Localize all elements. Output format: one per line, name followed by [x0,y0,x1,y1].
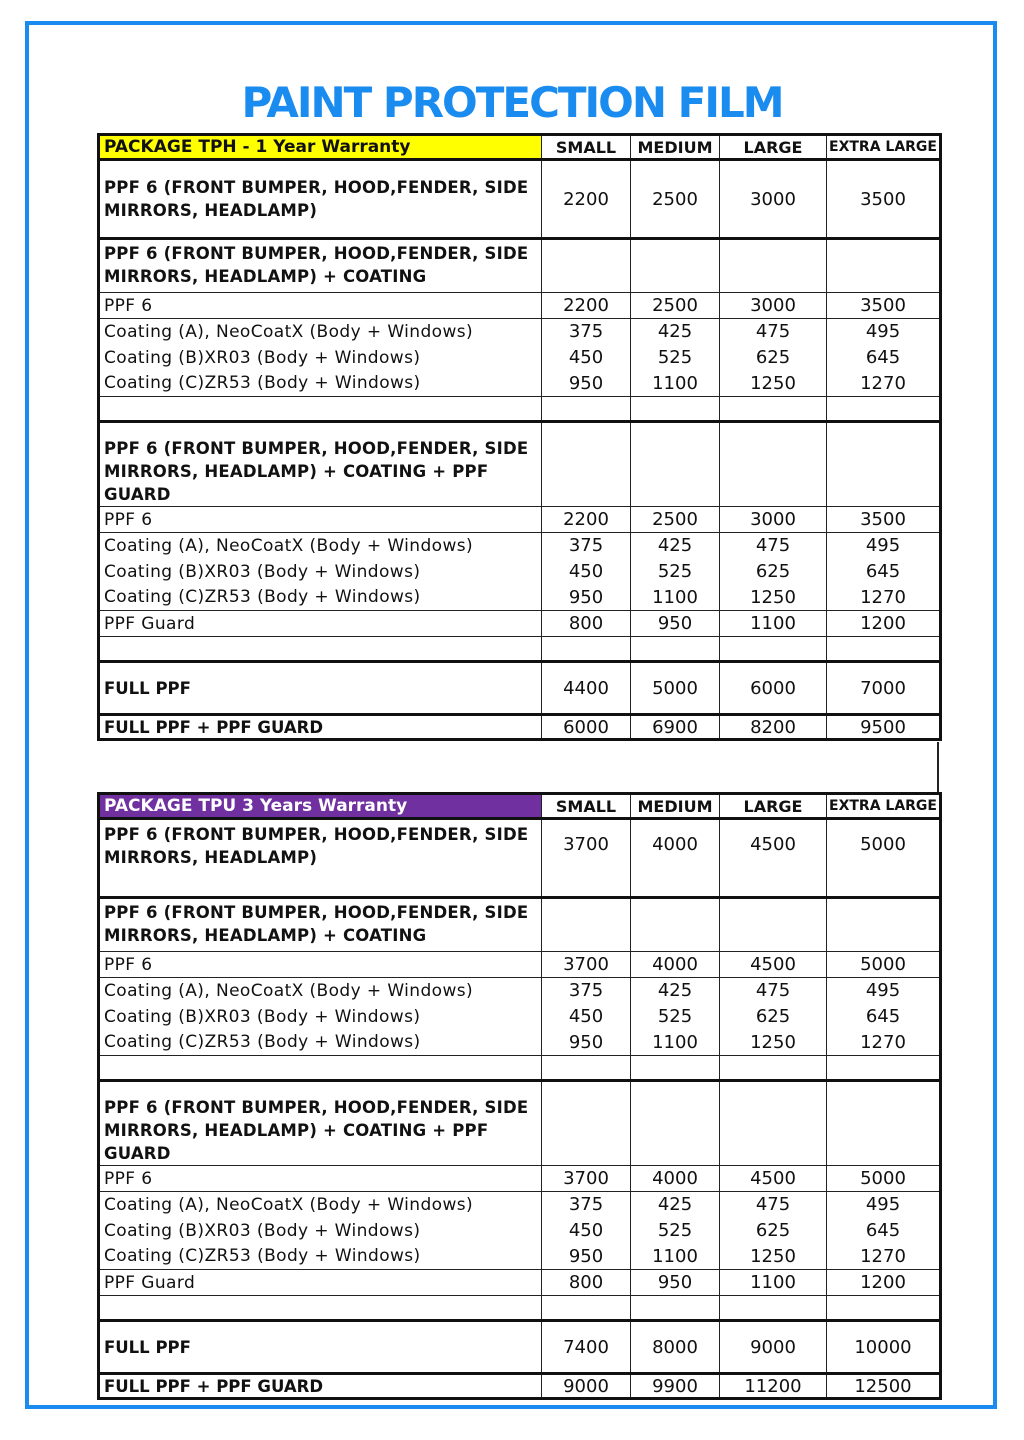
price-cell: 625 [720,345,827,371]
price-cell: 3500 [827,507,941,533]
size-header-large: LARGE [720,135,827,160]
price-cell: 7000 [827,662,941,715]
table-row [99,422,941,507]
spacer-row [99,1056,941,1081]
table-row [99,1374,941,1399]
price-cell: 495 [827,978,941,1004]
price-cell: 3000 [720,507,827,533]
price-cell: 5000 [827,1166,941,1192]
page-title: PAINT PROTECTION FILM [241,78,783,127]
price-cell: 495 [827,1192,941,1218]
package-tph-header: PACKAGE TPH - 1 Year Warranty [99,135,542,160]
item-label: Coating (B)XR03 (Body + Windows) [99,559,542,585]
price-cell: 9000 [542,1374,631,1399]
price-cell: 4000 [631,952,720,978]
price-cell: 12500 [827,1374,941,1399]
item-label: PPF 6 [99,1166,542,1192]
item-label: Coating (C)ZR53 (Body + Windows) [99,1244,542,1270]
price-cell: 1250 [720,371,827,397]
price-cell: 800 [542,1270,631,1296]
full-ppf-label: FULL PPF [99,1321,542,1374]
item-label: PPF 6 [99,507,542,533]
price-cell: 3500 [827,160,941,239]
price-cell: 525 [631,1004,720,1030]
table-row [99,978,941,1004]
price-cell: 2500 [631,293,720,319]
spacer-row [99,637,941,662]
package-tph-table [97,133,942,741]
price-cell: 1100 [720,611,827,637]
price-cell: 645 [827,1218,941,1244]
price-cell: 625 [720,1218,827,1244]
price-cell: 3700 [542,952,631,978]
price-cell: 625 [720,559,827,585]
size-header-extra-large: EXTRA LARGE [827,135,941,160]
spacer-row [99,397,941,422]
table-row [99,371,941,397]
price-cell: 525 [631,345,720,371]
price-cell: 950 [631,1270,720,1296]
price-cell: 4500 [720,819,827,898]
table-row [99,1004,941,1030]
section-label: PPF 6 (FRONT BUMPER, HOOD,FENDER, SIDE MIRRORS, HEADLAMP) + COATING + PPF GUARD [99,422,542,507]
price-cell: 3000 [720,293,827,319]
price-cell: 1100 [631,371,720,397]
size-header-medium: MEDIUM [631,794,720,819]
price-cell: 1100 [720,1270,827,1296]
section-label: PPF 6 (FRONT BUMPER, HOOD,FENDER, SIDE MIRRORS, HEADLAMP) + COATING + PPF GUARD [99,1081,542,1166]
price-cell: 3700 [542,1166,631,1192]
price-cell: 1270 [827,585,941,611]
price-cell: 9900 [631,1374,720,1399]
full-ppf-guard-label: FULL PPF + PPF GUARD [99,715,542,740]
table-row [99,898,941,952]
price-cell: 1100 [631,585,720,611]
table-row [99,1218,941,1244]
full-ppf-guard-label: FULL PPF + PPF GUARD [99,1374,542,1399]
price-cell: 2200 [542,160,631,239]
section-label: PPF 6 (FRONT BUMPER, HOOD,FENDER, SIDE MIRRORS, HEADLAMP) + COATING [99,239,542,293]
price-cell: 450 [542,1218,631,1244]
table-row [99,160,941,239]
table-row [99,293,941,319]
size-header-extra-large: EXTRA LARGE [827,794,941,819]
price-cell: 5000 [631,662,720,715]
table-row [99,1244,941,1270]
item-label: PPF Guard [99,611,542,637]
table-header-row [99,135,941,160]
table-row [99,345,941,371]
price-cell: 4000 [631,819,720,898]
table-row [99,533,941,559]
size-header-small: SMALL [542,135,631,160]
price-cell: 645 [827,345,941,371]
price-cell: 475 [720,1192,827,1218]
price-cell: 2200 [542,507,631,533]
price-cell: 525 [631,1218,720,1244]
price-cell: 625 [720,1004,827,1030]
price-cell: 645 [827,559,941,585]
price-cell: 1250 [720,1030,827,1056]
price-cell: 425 [631,1192,720,1218]
price-cell: 375 [542,319,631,345]
full-ppf-label: FULL PPF [99,662,542,715]
table-row [99,952,941,978]
section-label: PPF 6 (FRONT BUMPER, HOOD,FENDER, SIDE MIRRORS, HEADLAMP) [99,819,542,898]
price-cell: 1270 [827,1244,941,1270]
table-row [99,559,941,585]
price-cell: 4400 [542,662,631,715]
item-label: Coating (C)ZR53 (Body + Windows) [99,585,542,611]
price-cell: 1270 [827,371,941,397]
price-cell: 800 [542,611,631,637]
size-header-small: SMALL [542,794,631,819]
size-header-large: LARGE [720,794,827,819]
item-label: PPF 6 [99,952,542,978]
item-label: PPF Guard [99,1270,542,1296]
price-cell: 8200 [720,715,827,740]
item-label: PPF 6 [99,293,542,319]
section-label: PPF 6 (FRONT BUMPER, HOOD,FENDER, SIDE MIRRORS, HEADLAMP) [99,160,542,239]
table-row [99,1030,941,1056]
price-cell: 950 [542,1244,631,1270]
price-cell: 450 [542,1004,631,1030]
price-cell: 6000 [542,715,631,740]
price-cell: 3500 [827,293,941,319]
price-cell: 10000 [827,1321,941,1374]
table-row [99,819,941,898]
item-label: Coating (B)XR03 (Body + Windows) [99,345,542,371]
price-cell: 4000 [631,1166,720,1192]
price-cell: 495 [827,533,941,559]
package-tpu-table [97,792,942,1400]
price-cell: 4500 [720,1166,827,1192]
price-cell: 950 [542,371,631,397]
price-cell: 375 [542,533,631,559]
item-label: Coating (A), NeoCoatX (Body + Windows) [99,533,542,559]
price-cell: 950 [542,1030,631,1056]
price-cell: 375 [542,978,631,1004]
price-cell: 475 [720,533,827,559]
price-cell: 8000 [631,1321,720,1374]
price-cell: 375 [542,1192,631,1218]
price-cell: 7400 [542,1321,631,1374]
table-row [99,507,941,533]
price-cell: 2500 [631,507,720,533]
item-label: Coating (A), NeoCoatX (Body + Windows) [99,1192,542,1218]
price-cell: 9500 [827,715,941,740]
price-cell: 2500 [631,160,720,239]
spacer-row [99,1296,941,1321]
price-cell: 495 [827,319,941,345]
table-row [99,1192,941,1218]
item-label: Coating (B)XR03 (Body + Windows) [99,1218,542,1244]
item-label: Coating (C)ZR53 (Body + Windows) [99,1030,542,1056]
table-row [99,1321,941,1374]
price-cell: 1250 [720,1244,827,1270]
price-cell: 475 [720,319,827,345]
price-cell: 450 [542,345,631,371]
price-cell: 1200 [827,611,941,637]
item-label: Coating (A), NeoCoatX (Body + Windows) [99,319,542,345]
table-row [99,239,941,293]
item-label: Coating (A), NeoCoatX (Body + Windows) [99,978,542,1004]
price-cell: 2200 [542,293,631,319]
divider-line [937,742,939,794]
price-cell: 5000 [827,952,941,978]
price-cell: 1250 [720,585,827,611]
table-row [99,662,941,715]
price-cell: 6000 [720,662,827,715]
section-label: PPF 6 (FRONT BUMPER, HOOD,FENDER, SIDE MIRRORS, HEADLAMP) + COATING [99,898,542,952]
table-row [99,1081,941,1166]
price-cell: 3000 [720,160,827,239]
price-cell: 9000 [720,1321,827,1374]
table-row [99,715,941,740]
price-cell: 1270 [827,1030,941,1056]
price-cell: 525 [631,559,720,585]
price-cell: 1100 [631,1030,720,1056]
table-row [99,1166,941,1192]
price-cell: 950 [542,585,631,611]
price-cell: 425 [631,978,720,1004]
price-cell: 450 [542,559,631,585]
table-row [99,585,941,611]
price-cell: 425 [631,319,720,345]
price-cell: 5000 [827,819,941,898]
table-row [99,1270,941,1296]
price-cell: 1200 [827,1270,941,1296]
table-row [99,319,941,345]
price-cell: 645 [827,1004,941,1030]
price-cell: 425 [631,533,720,559]
price-cell: 11200 [720,1374,827,1399]
price-cell: 3700 [542,819,631,898]
price-cell: 4500 [720,952,827,978]
table-row [99,611,941,637]
price-cell: 950 [631,611,720,637]
price-cell: 1100 [631,1244,720,1270]
table-header-row [99,794,941,819]
item-label: Coating (C)ZR53 (Body + Windows) [99,371,542,397]
item-label: Coating (B)XR03 (Body + Windows) [99,1004,542,1030]
price-cell: 6900 [631,715,720,740]
size-header-medium: MEDIUM [631,135,720,160]
price-cell: 475 [720,978,827,1004]
package-tpu-header: PACKAGE TPU 3 Years Warranty [99,794,542,819]
